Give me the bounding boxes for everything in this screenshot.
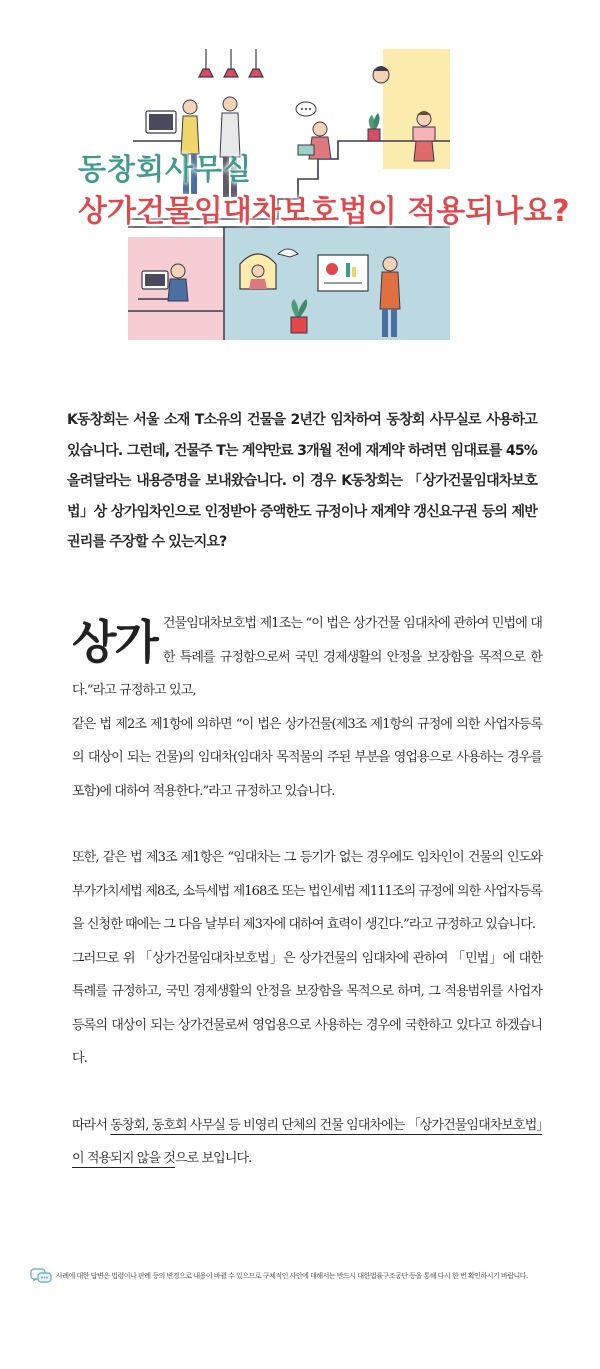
title-line-1: 동창회사무실 bbox=[78, 152, 253, 186]
answer-paragraph-4: 그러므로 위 「상가건물임대차보호법」은 상가건물의 임대차에 관하여 「민법」에 대한 특례를 규정하고, 국민 경제생활의 안정을 보장함을 목적으로 하며, 그 적용범위를 사업자등록의 대상이 되는 상가건물로써 영업용으로 사용하는 경우에 국한하고 있다고 하겠습니다. bbox=[72, 950, 542, 1066]
answer-conclusion bbox=[72, 1109, 542, 1176]
disclaimer-footer bbox=[30, 1266, 575, 1286]
chat-bubble-icon bbox=[30, 1268, 52, 1284]
person-peeking bbox=[373, 66, 389, 83]
drop-cap: 상가 bbox=[72, 615, 157, 669]
answer-paragraph-1 bbox=[72, 607, 542, 708]
disclaimer-text: 사례에 대한 답변은 법령이나 판례 등의 변경으로 내용이 바뀔 수 있으므로 구체적인 사안에 대해서는 반드시 대한법률구조공단 등을 통해 다시 한 번 확인하시기 바랍니다. bbox=[56, 1272, 528, 1280]
answer-paragraph-3: 또한, 같은 법 제3조 제1항은 “임대차는 그 등기가 없는 경우에도 임차인이 건물의 인도와 부가가치세법 제8조, 소득세법 제168조 또는 법인세법 제111조의 규정에 의한 사업자등록을 신청한 때에는 그 다음 날부터 제3자에 대하여 효력이 생긴다.”라고 규정하고 있습니다. bbox=[72, 850, 542, 932]
conclusion-underlined: 동창회, 동호회 사무실 등 비영리 단체의 건물 임대차에는 「상가건물임대차보호법」이 적용되지 않을 것 bbox=[72, 1117, 542, 1166]
answer-body bbox=[72, 607, 542, 1176]
answer-paragraph-1-text: 건물임대차보호법 제1조는 “이 법은 상가건물 임대차에 관하여 민법에 대한 특례를 규정함으로써 국민 경제생활의 안정을 보장함을 목적으로 한다.”라고 규정하고 있고, bbox=[72, 616, 542, 698]
conclusion-prefix: 따라서 bbox=[72, 1117, 111, 1133]
answer-paragraph-2: 같은 법 제2조 제1항에 의하면 “이 법은 상가건물(제3조 제1항의 규정에 의한 사업자등록의 대상이 되는 건물)의 임대차(임대차 목적물의 주된 부분을 영업용으로 사용하는 경우를 포함)에 대하여 적용한다.”라고 규정하고 있습니다. bbox=[72, 716, 542, 799]
title-line-2: 상가건물임대차보호법이 적용되나요? bbox=[78, 194, 570, 229]
conclusion-suffix: 으로 보입니다. bbox=[174, 1151, 252, 1166]
question-text: K동창회는 서울 소재 T소유의 건물을 2년간 임차하여 동창회 사무실로 사용하고 있습니다. 그런데, 건물주 T는 계약만료 3개월 전에 재계약 하려면 임대료를 45% 올려달라는 내용증명을 보내왔습니다. 이 경우 K동창회는 「상가건물임대차보호법」상 상가임차인으로 인정받아 증액한도 규정이나 재계약 갱신요구권 등의 제반 권리를 주장할 수 있는지요? bbox=[67, 412, 537, 550]
